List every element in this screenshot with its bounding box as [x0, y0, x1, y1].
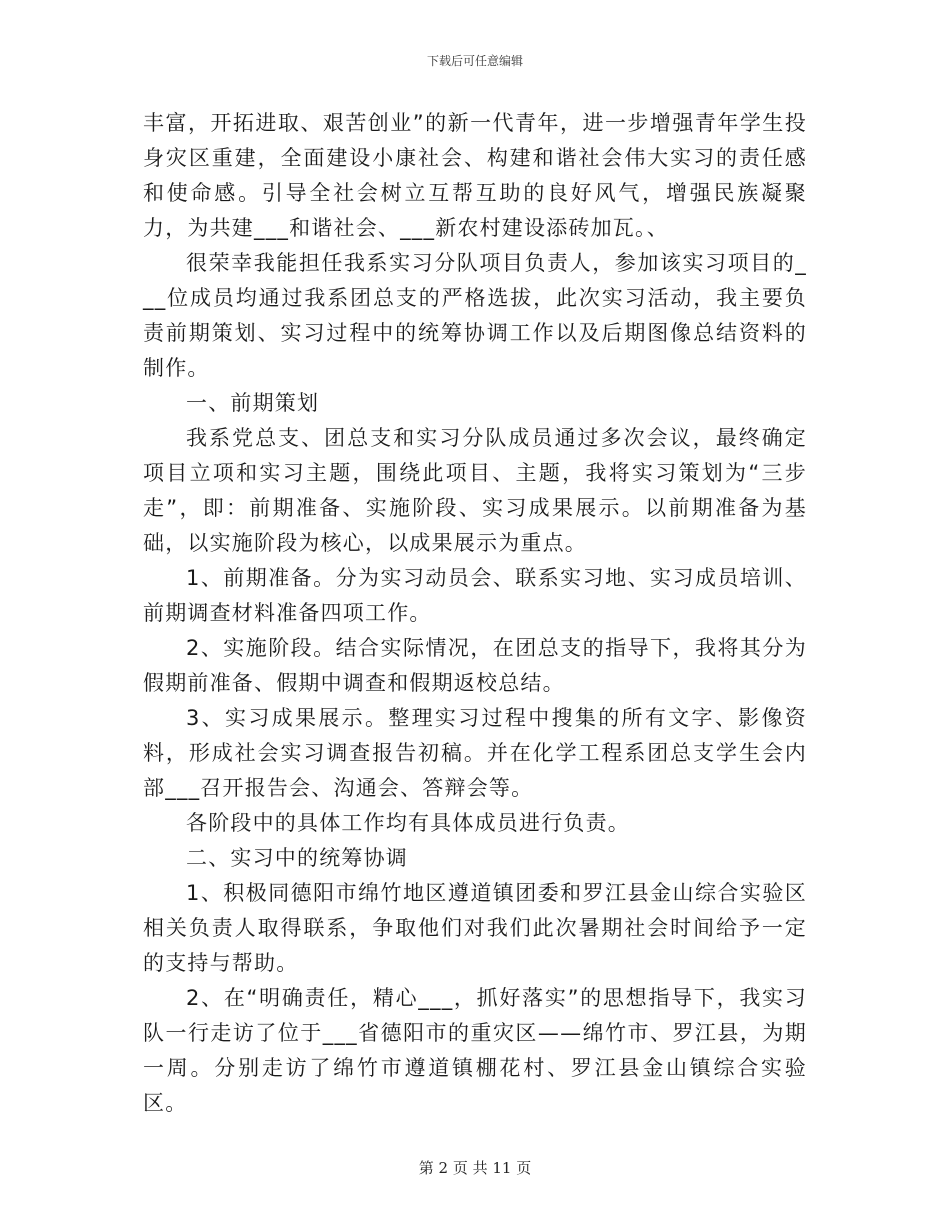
- list-item-5: 2、在“明确责任，精心___，抓好落实”的思想指导下，我实习队一行走访了位于___省德阳市的重灾区——绵竹市、罗江县，为期一周。分别走访了绵竹市遵道镇棚花村、罗江县金山镇综合实验区。: [143, 986, 807, 1115]
- list-item-4: 1、积极同德阳市绵竹地区遵道镇团委和罗江县金山综合实验区相关负责人取得联系，争取他们对我们此次暑期社会时间给予一定的支持与帮助。: [143, 881, 807, 975]
- section-heading-2: 二、实习中的统筹协调: [186, 846, 408, 870]
- page-header: 下载后可任意编辑: [426, 54, 523, 68]
- paragraph-3: 我系党总支、团总支和实习分队成员通过多次会议，最终确定项目立项和实习主题，围绕此项目、主题，我将实习策划为“三步走”，即：前期准备、实施阶段、实习成果展示。以前期准备为基础，以实施阶段为核心，以成果展示为重点。: [143, 426, 807, 555]
- paragraph-1: 丰富，开拓进取、艰苦创业”的新一代青年，进一步增强青年学生投身灾区重建，全面建设小康社会、构建和谐社会伟大实习的责任感和使命感。引导全社会树立互帮互助的良好风气，增强民族凝聚力，为共建___和谐社会、___新农村建设添砖加瓦。、: [143, 111, 807, 240]
- list-item-2: 2、实施阶段。结合实际情况，在团总支的指导下，我将其分为假期前准备、假期中调查和假期返校总结。: [143, 636, 807, 695]
- list-item-1: 1、前期准备。分为实习动员会、联系实习地、实习成员培训、前期调查材料准备四项工作。: [143, 566, 807, 625]
- paragraph-4: 各阶段中的具体工作均有具体成员进行负责。: [186, 811, 630, 835]
- section-heading-1: 一、前期策划: [186, 391, 320, 415]
- paragraph-2: 很荣幸我能担任我系实习分队项目负责人，参加该实习项目的___位成员均通过我系团总支的严格选拔，此次实习活动，我主要负责前期策划、实习过程中的统筹协调工作以及后期图像总结资料的制作。: [143, 251, 807, 380]
- list-item-3: 3、实习成果展示。整理实习过程中搜集的所有文字、影像资料，形成社会实习调查报告初稿。并在化学工程系团总支学生会内部___召开报告会、沟通会、答辩会等。: [143, 706, 807, 800]
- document-body: [143, 106, 807, 1121]
- page-number: 第 2 页 共 11 页: [418, 1159, 532, 1177]
